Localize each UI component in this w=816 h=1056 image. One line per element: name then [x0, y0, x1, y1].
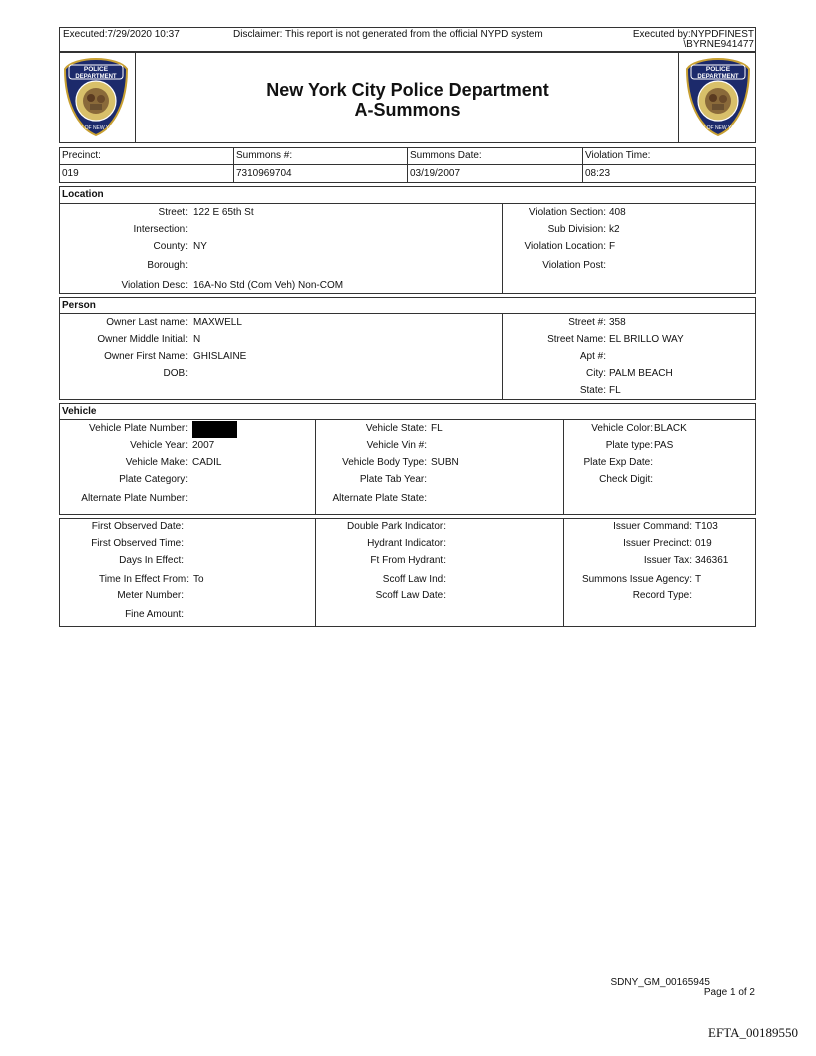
location-street-row [0, 206, 502, 220]
plate-exp-date-label: Plate Exp Date: [583, 457, 653, 468]
vehicle-vin-label: Vehicle Vin #: [366, 440, 427, 451]
summons-issue-agency-row [563, 573, 756, 587]
street-name-row [502, 333, 756, 347]
summons-number-label: Summons #: [236, 150, 293, 161]
days-in-effect-label: Days In Effect: [119, 555, 184, 566]
owner-first-value: GHISLAINE [193, 351, 247, 362]
issuer-precinct-label: Issuer Precinct: [623, 538, 692, 549]
vehicle-year-row [0, 439, 315, 453]
time-in-effect-row [0, 573, 315, 587]
vehicle-body-row [315, 456, 563, 470]
bates-number: SDNY_GM_00165945 [610, 977, 710, 988]
ft-from-hydrant-label: Ft From Hydrant: [370, 555, 446, 566]
svg-text:DEPARTMENT: DEPARTMENT [75, 74, 117, 80]
owner-first-row [0, 350, 502, 364]
summons-issue-agency-label: Summons Issue Agency: [581, 574, 692, 585]
vehicle-make-row [0, 456, 315, 470]
time-in-effect-label: Time In Effect From: [98, 574, 189, 585]
street-label: Street: [158, 207, 188, 218]
summons-date-label: Summons Date: [410, 150, 482, 161]
first-observed-time-row [0, 537, 315, 551]
plate-tab-year-row [315, 473, 563, 487]
plate-category-label: Plate Category: [119, 474, 188, 485]
apt-label: Apt #: [579, 351, 606, 362]
vehicle-state-label: Vehicle State: [365, 423, 427, 434]
plate-number-label: Vehicle Plate Number: [89, 423, 188, 434]
location-county-row [0, 240, 502, 254]
plate-type-label: Plate type: [605, 440, 653, 451]
violation-location-label: Violation Location: [524, 241, 606, 252]
svg-text:DEPARTMENT: DEPARTMENT [697, 74, 739, 80]
owner-middle-row [0, 333, 502, 347]
location-desc-row [0, 279, 502, 293]
vehicle-state-value: FL [431, 423, 443, 434]
owner-first-label: Owner First Name: [104, 351, 188, 362]
issuer-precinct-row [563, 537, 756, 551]
double-park-row [315, 520, 563, 534]
city-row [502, 367, 756, 381]
city-value: PALM BEACH [609, 368, 673, 379]
summons-number-value: 7310969704 [236, 168, 292, 179]
hydrant-indicator-label: Hydrant Indicator: [367, 538, 446, 549]
issuer-command-value: T103 [695, 521, 718, 532]
issuer-tax-row [563, 554, 756, 568]
violation-post-row [502, 259, 756, 273]
owner-last-label: Owner Last name: [106, 317, 188, 328]
alternate-plate-state-label: Alternate Plate State: [332, 493, 427, 504]
time-in-effect-value: To [193, 574, 204, 585]
violation-time-value: 08:23 [585, 168, 611, 179]
borough-label: Borough: [147, 260, 188, 271]
state-value: FL [609, 385, 621, 396]
location-borough-row [0, 259, 502, 273]
meter-number-row [0, 589, 315, 603]
scoff-law-ind-row [315, 573, 563, 587]
first-observed-time-label: First Observed Time: [91, 538, 184, 549]
dob-row [0, 367, 502, 381]
state-label: State: [579, 385, 606, 396]
check-digit-label: Check Digit: [599, 474, 653, 485]
alternate-plate-state-row [315, 492, 563, 506]
vehicle-year-value: 2007 [192, 440, 215, 451]
summons-date-value: 03/19/2007 [410, 168, 461, 179]
violation-section-label: Violation Section: [528, 207, 606, 218]
vehicle-vin-row [315, 439, 563, 453]
ft-from-hydrant-row [315, 554, 563, 568]
county-label: County: [153, 241, 188, 252]
issuer-precinct-value: 019 [695, 538, 712, 549]
fine-amount-row [0, 608, 315, 622]
sub-division-label: Sub Division: [547, 224, 606, 235]
plate-category-row [0, 473, 315, 487]
vehicle-section-title: Vehicle [62, 406, 97, 417]
first-observed-date-row [0, 520, 315, 534]
svg-text:CITY OF NEW YORK: CITY OF NEW YORK [693, 125, 743, 131]
violation-desc-value: 16A-No Std (Com Veh) Non-COM [193, 280, 344, 291]
first-observed-date-label: First Observed Date: [91, 521, 184, 532]
state-row [502, 384, 756, 398]
alternate-plate-number-label: Alternate Plate Number: [81, 493, 188, 504]
plate-tab-year-label: Plate Tab Year: [359, 474, 427, 485]
page-title: New York City Police Department [266, 80, 549, 100]
street-name-label: Street Name: [547, 334, 606, 345]
scoff-law-date-label: Scoff Law Date: [375, 590, 446, 601]
apt-row [502, 350, 756, 364]
vehicle-body-label: Vehicle Body Type: [342, 457, 427, 468]
plate-number-row [0, 422, 315, 436]
owner-middle-label: Owner Middle Initial: [97, 334, 188, 345]
alternate-plate-number-row [0, 492, 315, 506]
street-number-label: Street #: [568, 317, 606, 328]
issuer-tax-label: Issuer Tax: [643, 555, 692, 566]
nypd-seal-right-icon [685, 57, 751, 137]
sub-division-value: k2 [609, 224, 620, 235]
issuer-command-row [563, 520, 756, 534]
summons-issue-agency-value: T [695, 574, 702, 585]
dob-label: DOB: [163, 368, 188, 379]
violation-location-value: F [609, 241, 616, 252]
street-number-row [502, 316, 756, 330]
person-section-title: Person [62, 300, 96, 311]
check-digit-row [563, 473, 756, 487]
record-type-label: Record Type: [632, 590, 692, 601]
fine-amount-label: Fine Amount: [125, 609, 184, 620]
owner-middle-value: N [193, 334, 201, 345]
violation-desc-label: Violation Desc: [121, 280, 188, 291]
street-number-value: 358 [609, 317, 626, 328]
efta-stamp: EFTA_00189550 [708, 1025, 798, 1040]
svg-text:POLICE: POLICE [83, 66, 109, 73]
vehicle-color-value: BLACK [654, 423, 687, 434]
violation-time-label: Violation Time: [585, 150, 651, 161]
scoff-law-ind-label: Scoff Law Ind: [382, 574, 446, 585]
violation-section-row [502, 206, 756, 220]
violation-location-row [502, 240, 756, 254]
county-value: NY [193, 241, 207, 252]
plate-exp-date-row [563, 456, 756, 470]
plate-type-value: PAS [654, 440, 674, 451]
executed-timestamp: Executed:7/29/2020 10:37 [63, 29, 180, 40]
vehicle-make-value: CADIL [192, 457, 222, 468]
violation-post-label: Violation Post: [542, 260, 606, 271]
issuer-command-label: Issuer Command: [613, 521, 692, 532]
violation-section-value: 408 [609, 207, 626, 218]
owner-last-value: MAXWELL [193, 317, 242, 328]
issuer-tax-value: 346361 [695, 555, 729, 566]
vehicle-color-row [563, 422, 756, 436]
vehicle-year-label: Vehicle Year: [130, 440, 188, 451]
vehicle-color-label: Vehicle Color: [591, 423, 653, 434]
svg-text:CITY OF NEW YORK: CITY OF NEW YORK [71, 125, 121, 131]
meter-number-label: Meter Number: [117, 590, 184, 601]
double-park-label: Double Park Indicator: [347, 521, 446, 532]
city-label: City: [586, 368, 606, 379]
svg-text:POLICE: POLICE [705, 66, 731, 73]
plate-type-row [563, 439, 756, 453]
plate-number-redaction [192, 421, 237, 438]
days-in-effect-row [0, 554, 315, 568]
location-intersection-row [0, 223, 502, 237]
scoff-law-date-row [315, 589, 563, 603]
hydrant-indicator-row [315, 537, 563, 551]
nypd-seal-left-icon [63, 57, 129, 137]
precinct-label: Precinct: [62, 150, 101, 161]
owner-last-row [0, 316, 502, 330]
record-type-row [563, 589, 756, 603]
street-name-value: EL BRILLO WAY [609, 334, 684, 345]
executed-by-line2: \BYRNE941477 [683, 39, 754, 50]
intersection-label: Intersection: [133, 224, 188, 235]
location-section-title: Location [62, 189, 104, 200]
street-value: 122 E 65th St [193, 207, 254, 218]
executed-by-line1: Executed by:NYPDFINEST [632, 29, 754, 40]
page-subtitle: A-Summons [354, 100, 461, 120]
precinct-value: 019 [62, 168, 79, 179]
disclaimer-text: Disclaimer: This report is not generated from the official NYPD system [233, 29, 543, 40]
vehicle-state-row [315, 422, 563, 436]
vehicle-make-label: Vehicle Make: [125, 457, 188, 468]
sub-division-row [502, 223, 756, 237]
vehicle-body-value: SUBN [431, 457, 459, 468]
page-number: Page 1 of 2 [703, 987, 755, 998]
